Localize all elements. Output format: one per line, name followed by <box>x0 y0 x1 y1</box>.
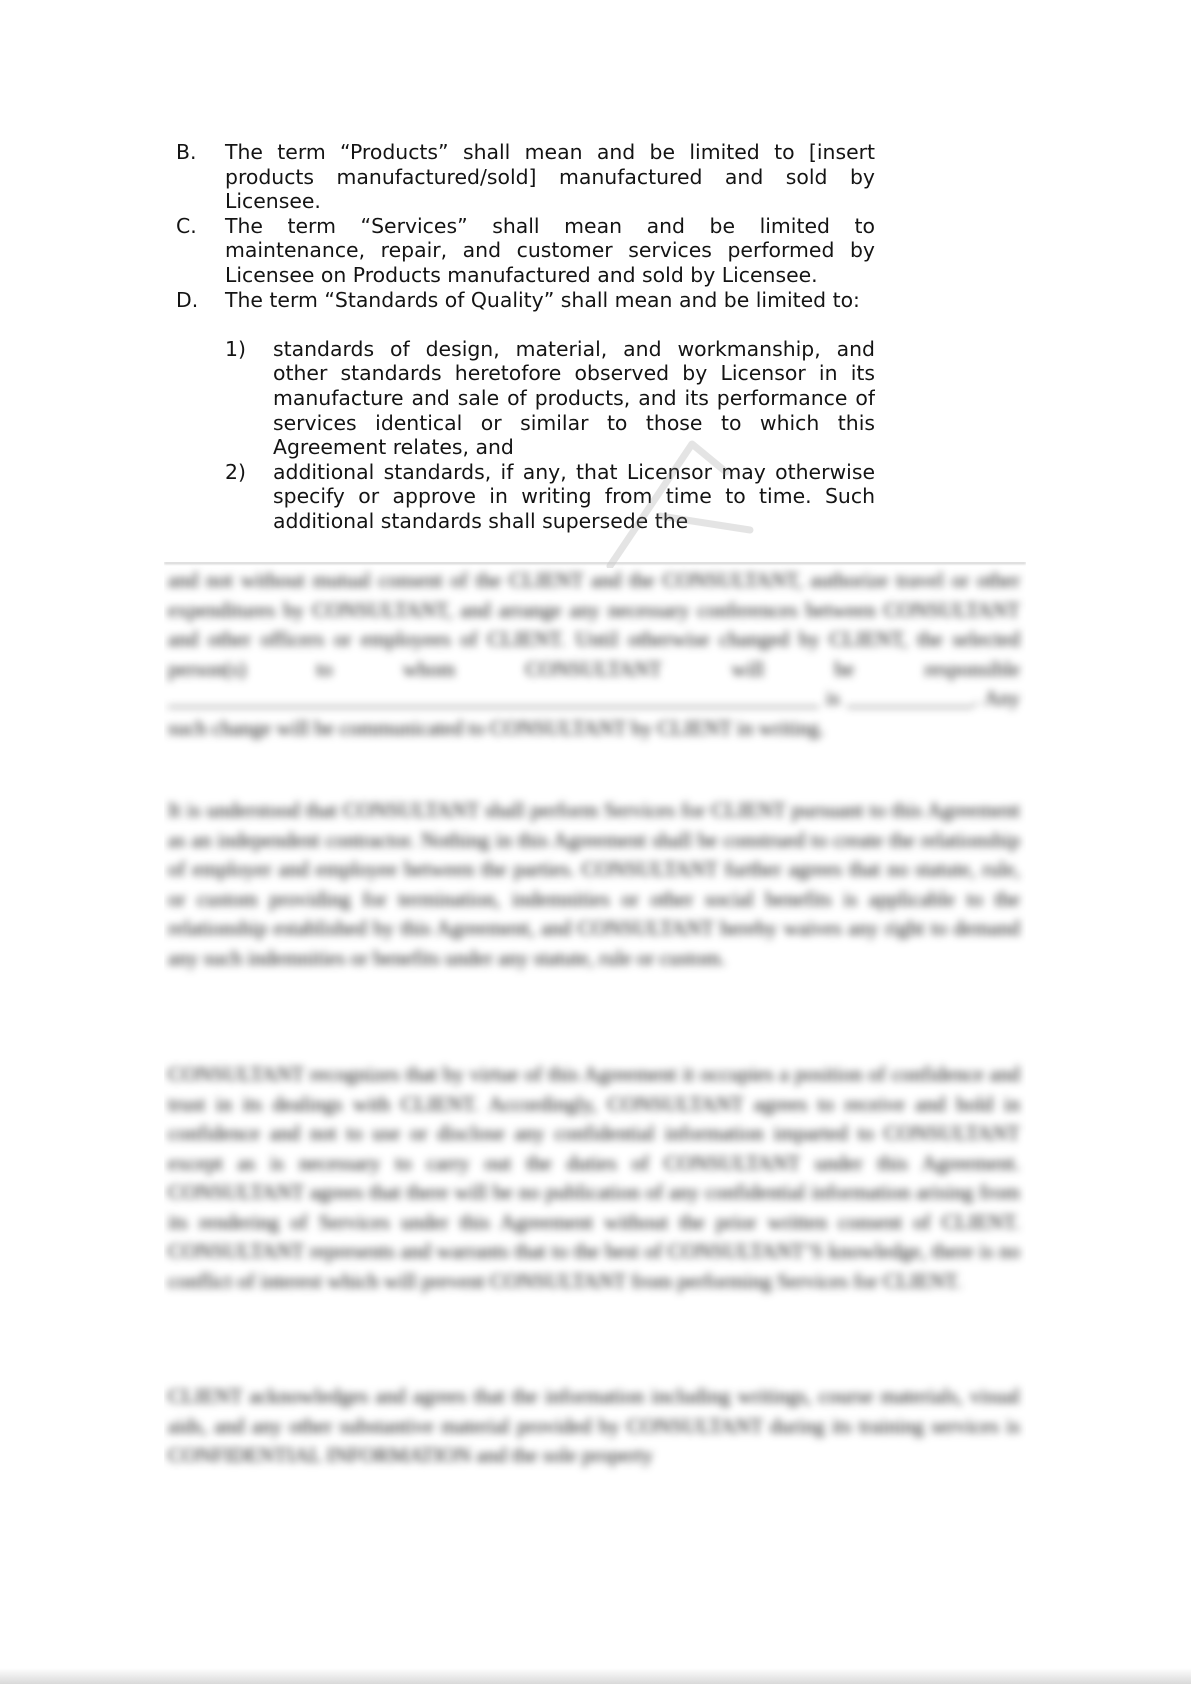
definition-text: The term “Services” shall mean and be limited to maintenance, repair, and customer services performed by Licensee on Products manufactured and sold by Licensee. <box>225 213 875 287</box>
page-bottom-edge <box>0 1668 1191 1684</box>
list-marker: 1) <box>225 336 246 361</box>
blurred-preview-section <box>164 562 1026 1482</box>
preview-divider <box>164 562 1026 564</box>
definition-item-b <box>176 140 875 214</box>
blurred-paragraph: It is understood that CONSULTANT shall perform Services for CLIENT pursuant to this Agreement as an independent contractor. Nothing in this Agreement shall be construed to create the relationship of employer and employee between the parties. CONSULTANT further agrees that no statute, rule, or custom providing for termination, indemnities or other social benefits is applicable to the relationship established by this Agreement, and CONSULTANT hereby waives any right to demand any such indemnities or benefits under any statute, rule or custom. <box>168 798 1020 970</box>
standard-item-2 <box>225 460 875 534</box>
standard-item-1 <box>225 337 875 460</box>
blurred-paragraph: and not without mutual consent of the CLIENT and the CONSULTANT, authorize travel or other expenditures by CONSULTANT, and arrange any necessary conferences between CONSULTANT and other officers or employees of CLIENT. Until otherwise changed by CLIENT, the selected person(s) to whom CONSULTANT will be responsible ______________________________________________________________ is ____________. Any such change will be communicated to CONSULTANT by CLIENT in writing. <box>168 568 1020 740</box>
list-marker: B. <box>176 140 197 164</box>
list-marker: D. <box>176 287 199 312</box>
blurred-paragraph: CONSULTANT recognizes that by virtue of this Agreement it occupies a position of confidence and trust in its dealings with CLIENT. Accordingly, CONSULTANT agrees to receive and hold in confidence and not to use or disclose any confidential information imparted to CONSULTANT except as is necessary to carry out the duties of CONSULTANT under this Agreement. CONSULTANT agrees that there will be no publication of any confidential information arising from its rendering of Services under this Agreement without the prior written consent of CLIENT. CONSULTANT represents and warrants that to the best of CONSULTANT’S knowledge, there is no conflict of interest which will prevent CONSULTANT from performing Services for CLIENT. <box>168 1062 1020 1293</box>
definition-text: The term “Standards of Quality” shall mean and be limited to: <box>225 287 860 312</box>
definition-item-c <box>176 214 875 288</box>
definitions-section <box>176 140 875 560</box>
standard-text: standards of design, material, and workmanship, and other standards heretofore observed by Licensor in its manufacture and sale of products, and its performance of services identical or similar to those to which this Agreement relates, and <box>273 336 875 460</box>
standards-list <box>225 337 875 534</box>
standard-text: additional standards, if any, that Licensor may otherwise specify or approve in writing from time to time. Such additional standards shall supersede the <box>273 459 875 533</box>
list-marker: C. <box>176 213 197 238</box>
definition-item-d <box>176 288 875 313</box>
definition-text: The term “Products” shall mean and be limited to [insert products manufactured/sold] manufactured and sold by Licensee. <box>225 140 875 214</box>
list-marker: 2) <box>225 459 246 484</box>
blurred-paragraph: CLIENT acknowledges and agrees that the information including writings, course materials, visual aids, and any other substantive material provided by CONSULTANT during its training services is CONFIDENTIAL INFORMATION and the sole property <box>168 1384 1020 1467</box>
